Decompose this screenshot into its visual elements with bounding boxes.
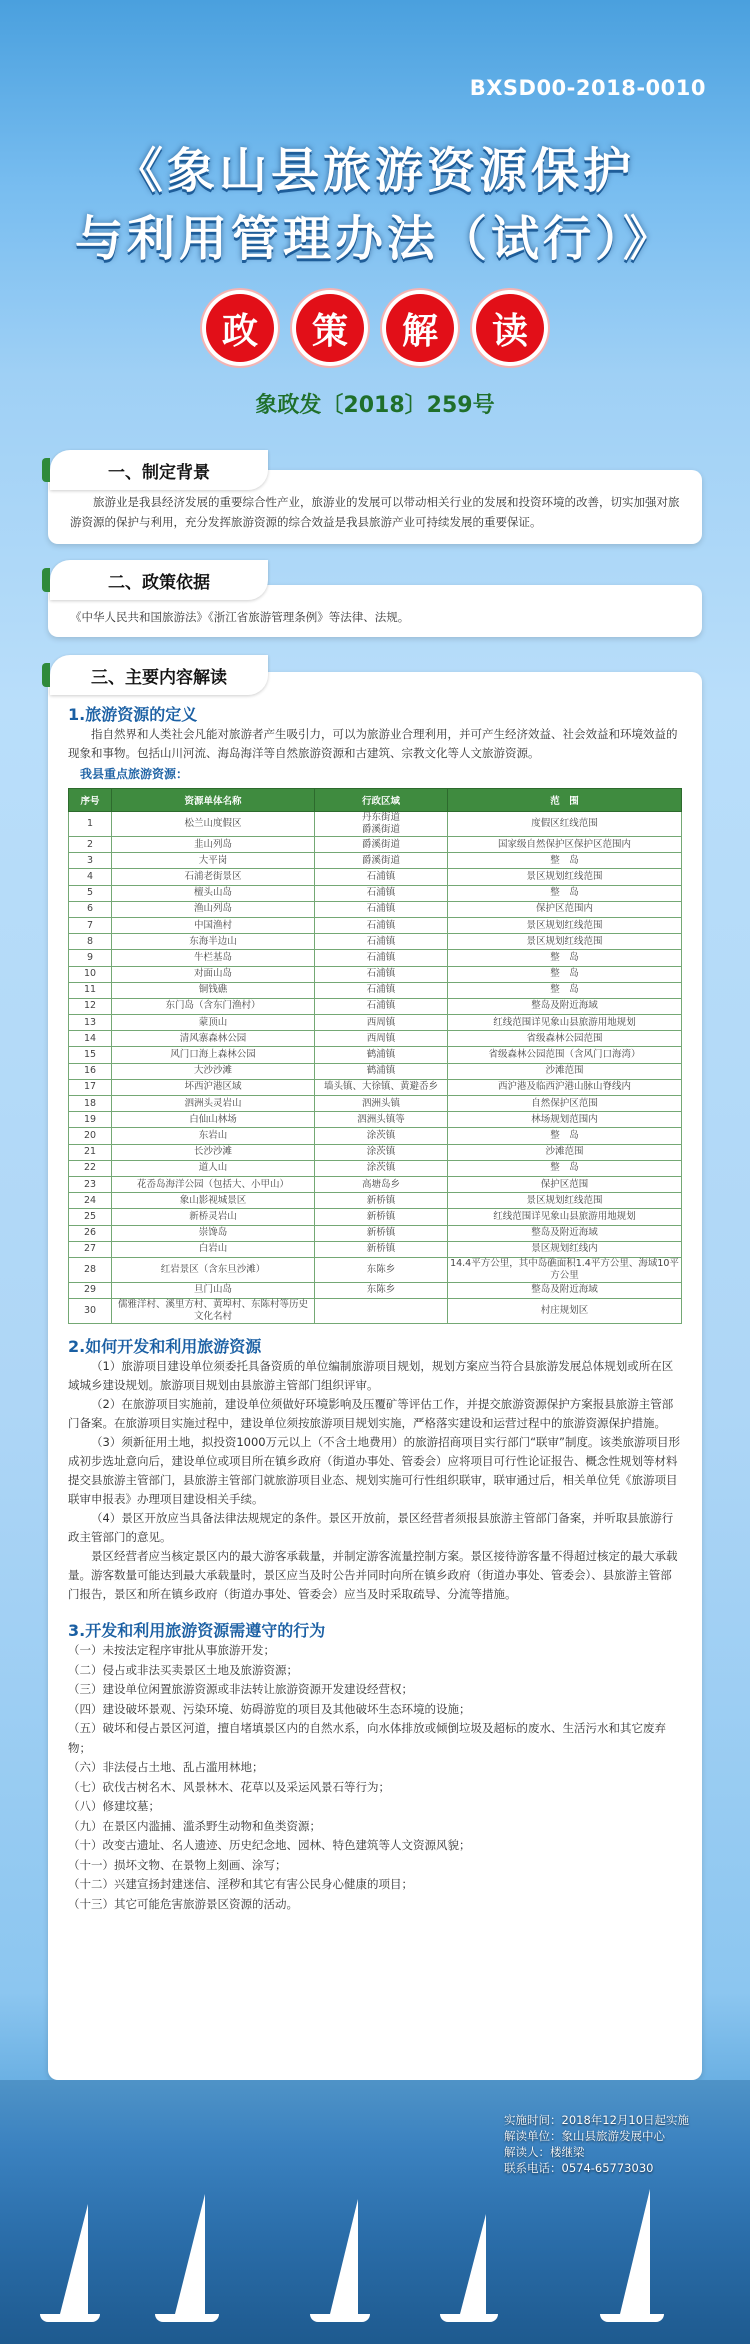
cell-region: 新桥镇: [315, 1241, 448, 1257]
table-row: [69, 885, 682, 901]
cell-region: 西周镇: [315, 1015, 448, 1031]
list-item: （十三）其它可能危害旅游景区资源的活动。: [68, 1896, 298, 1911]
table-label: 我县重点旅游资源：: [80, 767, 189, 781]
cell-name: 东门岛（含东门渔村）: [112, 998, 315, 1014]
sailboat-icon: [175, 2194, 205, 2314]
cell-name: 新桥灵岩山: [112, 1209, 315, 1225]
table-row: [69, 1209, 682, 1225]
cell-scope: 整 岛: [448, 1160, 682, 1176]
part1-heading: 1.旅游资源的定义: [68, 705, 198, 724]
cell-region: 涂茨镇: [315, 1160, 448, 1176]
cell-region: 新桥镇: [315, 1209, 448, 1225]
cell-no: 4: [69, 869, 112, 885]
table-row: [69, 837, 682, 853]
cell-region: 新桥镇: [315, 1193, 448, 1209]
list-item: （十二）兴建宣扬封建迷信、淫秽和其它有害公民身心健康的项目；: [68, 1877, 413, 1892]
section-tag-basis: 二、政策依据: [50, 560, 268, 600]
cell-name: 檀头山岛: [112, 885, 315, 901]
cell-no: 26: [69, 1225, 112, 1241]
cell-region: 爵溪街道: [315, 837, 448, 853]
cell-no: 14: [69, 1031, 112, 1047]
cell-region: 石浦镇: [315, 982, 448, 998]
cell-name: 东海半边山: [112, 934, 315, 950]
cell-no: 23: [69, 1176, 112, 1192]
sailboat-icon: [330, 2199, 358, 2314]
cell-scope: 景区规划红线范围: [448, 1193, 682, 1209]
cell-no: 12: [69, 998, 112, 1014]
doc-number: 象政发〔2018〕259号: [255, 393, 495, 418]
sailboat-hull: [600, 2314, 664, 2322]
table-row: [69, 1128, 682, 1144]
table-row: [69, 998, 682, 1014]
col-header-name: 资源单体名称: [112, 789, 315, 812]
part2-para: 景区经营者应当核定景区内的最大游客承载量，并制定游客流量控制方案。景区接待游客量不得超过核定的最大承载量。游客数量可能达到最大承载量时，景区应当及时公告并同时向所在镇乡政府（街道办事处、管委会）、县旅游主管部门报告，景区和所在镇乡政府（街道办事处、管委会）应当及时采取疏导、分流等措施。: [68, 1549, 678, 1602]
cell-no: 22: [69, 1160, 112, 1176]
table-body: [69, 812, 682, 1324]
cell-name: 坏西沪港区域: [112, 1079, 315, 1095]
cell-no: 7: [69, 917, 112, 933]
cell-name: 长沙沙滩: [112, 1144, 315, 1160]
table-row: [69, 950, 682, 966]
cell-no: 16: [69, 1063, 112, 1079]
cell-name: 渔山列岛: [112, 901, 315, 917]
cell-no: 8: [69, 934, 112, 950]
cell-no: 27: [69, 1241, 112, 1257]
cell-no: 5: [69, 885, 112, 901]
cell-region: 丹东街道 爵溪街道: [315, 812, 448, 837]
cell-scope: 沙滩范围: [448, 1063, 682, 1079]
sailboat-icon: [60, 2204, 88, 2314]
title-line-2: 与利用管理办法（试行）》: [74, 211, 675, 267]
table-row: [69, 1176, 682, 1192]
cell-region: 爵溪街道: [315, 853, 448, 869]
list-item: （六）非法侵占土地、乱占滥用林地；: [68, 1760, 264, 1775]
cell-no: 10: [69, 966, 112, 982]
table-row: [69, 1112, 682, 1128]
cell-scope: 景区规划红线内: [448, 1241, 682, 1257]
interpreting-unit: 解读单位：象山县旅游发展中心: [504, 2129, 665, 2143]
title-line-1: 《象山县旅游资源保护: [114, 143, 635, 199]
cell-scope: 度假区红线范围: [448, 812, 682, 837]
cell-scope: 整 岛: [448, 950, 682, 966]
cell-name: 旦门山岛: [112, 1282, 315, 1298]
list-item: （十）改变古遗址、名人遗迹、历史纪念地、园林、特色建筑等人文资源风貌；: [68, 1838, 471, 1853]
part2-para: （1）旅游项目建设单位须委托具备资质的单位编制旅游项目规划，规划方案应当符合县旅游发展总体规划或所在区域城乡建设规划。旅游项目规划由县旅游主管部门组织评审。: [68, 1359, 674, 1393]
cell-no: 24: [69, 1193, 112, 1209]
part2-para: （2）在旅游项目实施前，建设单位须做好环境影响及压覆矿等评估工作，并提交旅游资源保护方案报县旅游主管部门备案。在旅游项目实施过程中，建设单位须按旅游项目规划实施，严格落实建设和运营过程中的旅游资源保护措施。: [68, 1397, 674, 1431]
cell-scope: 整 岛: [448, 982, 682, 998]
badge-char: 解: [386, 294, 454, 362]
table-row: [69, 869, 682, 885]
cell-name: 白岩山: [112, 1241, 315, 1257]
prohibited-list: [68, 1641, 682, 1914]
part1-definition: 指自然界和人类社会凡能对旅游者产生吸引力，可以为旅游业合理利用，并可产生经济效益、社会效益和环境效益的现象和事物。包括山川河流、海岛海洋等自然旅游资源和古建筑、宗教文化等人文旅游资源。: [68, 727, 678, 760]
table-row: [69, 1193, 682, 1209]
doc-code: BXSD00-2018-0010: [469, 76, 706, 100]
section-tag-background: 一、制定背景: [50, 450, 268, 490]
sailboat-hull: [155, 2314, 219, 2322]
cell-no: 9: [69, 950, 112, 966]
list-item: （四）建设破坏景观、污染环境、妨碍游览的项目及其他破坏生态环境的设施；: [68, 1701, 471, 1716]
cell-scope: 景区规划红线范围: [448, 869, 682, 885]
cell-region: 墙头镇、大徐镇、黄避岙乡: [315, 1079, 448, 1095]
cell-scope: 省级森林公园范围（含风门口海湾）: [448, 1047, 682, 1063]
cell-region: 新桥镇: [315, 1225, 448, 1241]
col-header-region: 行政区域: [315, 789, 448, 812]
cell-region: 石浦镇: [315, 966, 448, 982]
background-text: 旅游业是我县经济发展的重要综合性产业，旅游业的发展可以带动相关行业的发展和投资环境的改善，切实加强对旅游资源的保护与利用，充分发挥旅游资源的综合效益是我县旅游产业可持续发展的重要保证。: [70, 495, 680, 529]
cell-scope: 林场规划范围内: [448, 1112, 682, 1128]
table-row: [69, 917, 682, 933]
cell-name: 白仙山林场: [112, 1112, 315, 1128]
table-row: [69, 1079, 682, 1095]
cell-region: 石浦镇: [315, 917, 448, 933]
cell-name: 泗洲头灵岩山: [112, 1096, 315, 1112]
implementation-date: 实施时间：2018年12月10日起实施: [504, 2113, 690, 2127]
cell-no: 20: [69, 1128, 112, 1144]
cell-name: 对面山岛: [112, 966, 315, 982]
table-row: [69, 1031, 682, 1047]
table-row: [69, 1257, 682, 1282]
part2-para: （4）景区开放应当具备法律法规规定的条件。景区开放前，景区经营者须报县旅游主管部门备案，并听取县旅游行政主管部门的意见。: [68, 1511, 674, 1545]
list-item: （五）破坏和侵占景区河道，擅自堵填景区内的自然水系，向水体排放或倾倒垃圾及超标的废水、生活污水和其它废弃物；: [68, 1721, 666, 1755]
list-item: （一）未按法定程序审批从事旅游开发；: [68, 1643, 275, 1658]
resources-table: [68, 788, 682, 1324]
cell-name: 红岩景区（含东旦沙滩）: [112, 1257, 315, 1282]
cell-name: 花岙岛海洋公园（包括大、小甲山）: [112, 1176, 315, 1192]
cell-no: 28: [69, 1257, 112, 1282]
cell-name: 风门口海上森林公园: [112, 1047, 315, 1063]
cell-name: 松兰山度假区: [112, 812, 315, 837]
cell-name: 儒雅洋村、溪里方村、黄埠村、东陈村等历史文化名村: [112, 1299, 315, 1324]
table-row: [69, 901, 682, 917]
table-row: [69, 934, 682, 950]
cell-region: 石浦镇: [315, 934, 448, 950]
cell-scope: 整岛及附近海域: [448, 998, 682, 1014]
cell-scope: 14.4平方公里，其中岛礁面积1.4平方公里、海域10平方公里: [448, 1257, 682, 1282]
policy-interpretation-badges: [0, 294, 750, 362]
table-header-row: [69, 789, 682, 812]
list-item: （七）砍伐古树名木、风景林木、花草以及采运风景石等行为；: [68, 1779, 390, 1794]
cell-no: 1: [69, 812, 112, 837]
cell-name: 大沙沙滩: [112, 1063, 315, 1079]
cell-name: 道人山: [112, 1160, 315, 1176]
cell-no: 18: [69, 1096, 112, 1112]
badge-char: 策: [296, 294, 364, 362]
cell-region: 东陈乡: [315, 1282, 448, 1298]
cell-scope: 西沪港及临西沪港山脉山脊线内: [448, 1079, 682, 1095]
list-item: （三）建设单位闲置旅游资源或非法转让旅游资源开发建设经营权；: [68, 1682, 413, 1697]
cell-scope: 省级森林公园范围: [448, 1031, 682, 1047]
sailboat-hull: [440, 2314, 498, 2322]
cell-scope: 自然保护区范围: [448, 1096, 682, 1112]
table-row: [69, 1047, 682, 1063]
cell-scope: 红线范围详见象山县旅游用地规划: [448, 1209, 682, 1225]
cell-no: 19: [69, 1112, 112, 1128]
cell-scope: 红线范围详见象山县旅游用地规划: [448, 1015, 682, 1031]
cell-name: 铜钱礁: [112, 982, 315, 998]
cell-no: 25: [69, 1209, 112, 1225]
cell-scope: 村庄规划区: [448, 1299, 682, 1324]
table-row: [69, 1096, 682, 1112]
cell-scope: 国家级自然保护区保护区范围内: [448, 837, 682, 853]
part3-heading: 3.开发和利用旅游资源需遵守的行为: [68, 1621, 326, 1641]
cell-region: 涂茨镇: [315, 1144, 448, 1160]
table-row: [69, 1225, 682, 1241]
col-header-no: 序号: [69, 789, 112, 812]
table-row: [69, 1160, 682, 1176]
cell-scope: 景区规划红线范围: [448, 934, 682, 950]
sailboat-hull: [310, 2314, 370, 2322]
cell-region: 西周镇: [315, 1031, 448, 1047]
basis-text: 《中华人民共和国旅游法》《浙江省旅游管理条例》等法律、法规。: [70, 610, 410, 624]
cell-name: 中国渔村: [112, 917, 315, 933]
cell-region: 涂茨镇: [315, 1128, 448, 1144]
cell-region: 泗洲头镇: [315, 1096, 448, 1112]
cell-region: 鹤浦镇: [315, 1063, 448, 1079]
col-header-scope: 范 围: [448, 789, 682, 812]
cell-name: 大平岗: [112, 853, 315, 869]
cell-region: [315, 1299, 448, 1324]
interpreter: 解读人：楼继梁: [504, 2145, 585, 2159]
cell-scope: 整 岛: [448, 853, 682, 869]
cell-no: 13: [69, 1015, 112, 1031]
list-item: （八）修建坟墓；: [68, 1799, 160, 1814]
cell-name: 象山影视城景区: [112, 1193, 315, 1209]
list-item: （十一）损坏文物、在景物上刻画、涂写；: [68, 1857, 287, 1872]
cell-no: 15: [69, 1047, 112, 1063]
cell-no: 21: [69, 1144, 112, 1160]
cell-region: 高塘岛乡: [315, 1176, 448, 1192]
cell-scope: 整岛及附近海域: [448, 1282, 682, 1298]
part2-heading: 2.如何开发和利用旅游资源: [68, 1337, 262, 1357]
cell-scope: 整 岛: [448, 885, 682, 901]
list-item: （九）在景区内滥捕、滥杀野生动物和鱼类资源；: [68, 1818, 321, 1833]
sailboat-hull: [40, 2314, 100, 2322]
cell-scope: 沙滩范围: [448, 1144, 682, 1160]
main-content-panel: [48, 672, 702, 2080]
cell-no: 17: [69, 1079, 112, 1095]
table-row: [69, 1282, 682, 1298]
table-row: [69, 1063, 682, 1079]
cell-no: 6: [69, 901, 112, 917]
table-row: [69, 1015, 682, 1031]
cell-region: 泗洲头镇等: [315, 1112, 448, 1128]
cell-no: 2: [69, 837, 112, 853]
cell-scope: 保护区范围: [448, 1176, 682, 1192]
cell-scope: 整岛及附近海域: [448, 1225, 682, 1241]
section-tag-content: 三、主要内容解读: [50, 655, 268, 695]
table-row: [69, 1299, 682, 1324]
cell-region: 石浦镇: [315, 998, 448, 1014]
cell-region: 石浦镇: [315, 950, 448, 966]
table-row: [69, 982, 682, 998]
cell-region: 石浦镇: [315, 885, 448, 901]
cell-region: 石浦镇: [315, 901, 448, 917]
cell-scope: 整 岛: [448, 1128, 682, 1144]
badge-char: 政: [206, 294, 274, 362]
cell-no: 3: [69, 853, 112, 869]
sailboat-icon: [460, 2214, 486, 2314]
list-item: （二）侵占或非法买卖景区土地及旅游资源；: [68, 1662, 298, 1677]
cell-name: 石浦老街景区: [112, 869, 315, 885]
table-row: [69, 966, 682, 982]
table-row: [69, 812, 682, 837]
cell-region: 鹤浦镇: [315, 1047, 448, 1063]
cell-name: 韭山列岛: [112, 837, 315, 853]
badge-char: 读: [476, 294, 544, 362]
cell-scope: 景区规划红线范围: [448, 917, 682, 933]
cell-region: 石浦镇: [315, 869, 448, 885]
cell-name: 东岩山: [112, 1128, 315, 1144]
cell-no: 29: [69, 1282, 112, 1298]
table-row: [69, 1241, 682, 1257]
cell-no: 30: [69, 1299, 112, 1324]
cell-region: 东陈乡: [315, 1257, 448, 1282]
cell-scope: 保护区范围内: [448, 901, 682, 917]
cell-name: 牛栏基岛: [112, 950, 315, 966]
contact-info: [504, 2112, 689, 2176]
cell-no: 11: [69, 982, 112, 998]
cell-name: 崇馋岛: [112, 1225, 315, 1241]
cell-scope: 整 岛: [448, 966, 682, 982]
sailboat-icon: [620, 2189, 650, 2314]
cell-name: 清风寨森林公园: [112, 1031, 315, 1047]
contact-phone: 联系电话：0574-65773030: [504, 2161, 654, 2175]
cell-name: 蒙顶山: [112, 1015, 315, 1031]
table-row: [69, 1144, 682, 1160]
part2-para: （3）须新征用土地，拟投资1000万元以上（不含土地费用）的旅游招商项目实行部门“联审”制度。该类旅游项目形成初步选址意向后，建设单位或项目所在镇乡政府（街道办事处、管委会）应将项目可行性论证报告、概念性规划等材料提交县旅游主管部门，县旅游主管部门就旅游项目业态、规划实施可行性组织联审，联审通过后，相关单位凭《旅游项目联审申报表》办理项目建设相关手续。: [68, 1435, 680, 1507]
table-row: [69, 853, 682, 869]
